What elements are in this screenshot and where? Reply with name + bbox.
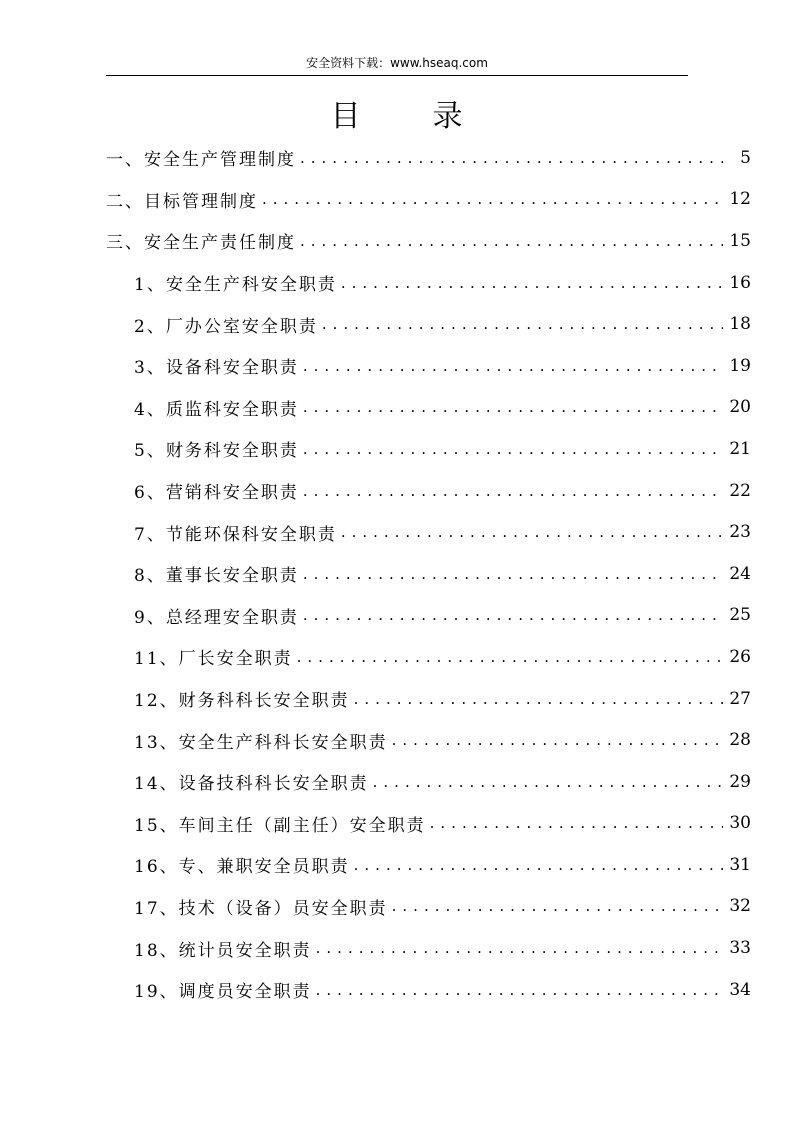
- page-header: [106, 56, 688, 76]
- toc-entry[interactable]: [106, 678, 751, 720]
- toc-entry[interactable]: [106, 595, 751, 637]
- toc-dot-leader: [341, 522, 723, 542]
- toc-dot-leader: [322, 314, 723, 334]
- toc-entry[interactable]: [106, 844, 751, 886]
- toc-entry[interactable]: [106, 428, 751, 470]
- toc-dot-leader: [392, 730, 723, 750]
- toc-entry-label: 17、技术（设备）员安全职责: [134, 898, 388, 919]
- toc-dot-leader: [354, 855, 723, 875]
- toc-entry-label: 9、总经理安全职责: [134, 607, 299, 628]
- toc-entry-label: 8、董事长安全职责: [134, 566, 299, 587]
- toc-entry-page-number: 18: [729, 314, 751, 335]
- toc-dot-leader: [303, 356, 723, 376]
- toc-entry-label: 5、财务科安全职责: [134, 441, 299, 462]
- toc-dot-leader: [300, 231, 723, 251]
- toc-entry[interactable]: [106, 220, 751, 262]
- toc-entry-page-number: 12: [729, 189, 751, 210]
- toc-entry[interactable]: [106, 137, 751, 179]
- toc-entry[interactable]: [106, 470, 751, 512]
- toc-entry-label: 18、统计员安全职责: [134, 940, 312, 961]
- page-title: [0, 97, 793, 137]
- title-char-1: 目: [330, 99, 361, 134]
- toc-dot-leader: [392, 896, 723, 916]
- toc-entry-page-number: 31: [729, 854, 751, 875]
- toc-entry-page-number: 19: [729, 355, 751, 376]
- toc-dot-leader: [303, 605, 723, 625]
- toc-entry[interactable]: [106, 387, 751, 429]
- toc-entry-page-number: 20: [729, 397, 751, 418]
- toc-entry-label: 16、专、兼职安全员职责: [134, 857, 350, 878]
- toc-entry[interactable]: [106, 262, 751, 304]
- header-text: 安全资料下载：www.hseaq.com: [306, 56, 488, 70]
- toc-dot-leader: [303, 564, 723, 584]
- toc-dot-leader: [303, 481, 723, 501]
- toc-entry-page-number: 15: [729, 230, 751, 251]
- toc-dot-leader: [316, 980, 723, 1000]
- toc-entry-page-number: 25: [729, 605, 751, 626]
- toc-entry[interactable]: [106, 927, 751, 969]
- toc-dot-leader: [262, 189, 723, 209]
- toc-entry-page-number: 22: [729, 480, 751, 501]
- toc-entry[interactable]: [106, 761, 751, 803]
- toc-entry-page-number: 24: [729, 563, 751, 584]
- toc-entry[interactable]: [106, 303, 751, 345]
- toc-dot-leader: [341, 273, 723, 293]
- toc-entry[interactable]: [106, 345, 751, 387]
- toc-entry-label: 11、厂长安全职责: [134, 649, 293, 670]
- toc-entry[interactable]: [106, 553, 751, 595]
- toc-entry-label: 12、财务科科长安全职责: [134, 691, 350, 712]
- table-of-contents: [106, 137, 751, 1010]
- toc-entry[interactable]: [106, 719, 751, 761]
- toc-entry[interactable]: [106, 803, 751, 845]
- toc-dot-leader: [354, 689, 723, 709]
- toc-entry-page-number: 28: [729, 730, 751, 751]
- toc-dot-leader: [297, 647, 723, 667]
- toc-entry-label: 14、设备技科科长安全职责: [134, 774, 369, 795]
- toc-entry-page-number: 5: [740, 147, 751, 168]
- toc-entry-label: 6、营销科安全职责: [134, 483, 299, 504]
- toc-entry-label: 7、节能环保科安全职责: [134, 524, 337, 545]
- toc-entry[interactable]: [106, 969, 751, 1011]
- toc-dot-leader: [373, 772, 723, 792]
- toc-entry-label: 二、目标管理制度: [106, 191, 258, 212]
- toc-entry[interactable]: [106, 636, 751, 678]
- toc-entry-label: 15、车间主任（副主任）安全职责: [134, 815, 426, 836]
- toc-dot-leader: [430, 813, 723, 833]
- toc-dot-leader: [316, 938, 723, 958]
- toc-entry[interactable]: [106, 179, 751, 221]
- toc-entry-page-number: 27: [729, 688, 751, 709]
- toc-entry-label: 2、厂办公室安全职责: [134, 316, 318, 337]
- toc-entry-page-number: 34: [729, 979, 751, 1000]
- toc-entry-page-number: 21: [729, 438, 751, 459]
- toc-entry-label: 三、安全生产责任制度: [106, 233, 296, 254]
- toc-entry-page-number: 33: [729, 938, 751, 959]
- toc-entry-label: 4、质监科安全职责: [134, 399, 299, 420]
- toc-entry-label: 一、安全生产管理制度: [106, 150, 296, 171]
- toc-entry[interactable]: [106, 511, 751, 553]
- toc-dot-leader: [300, 148, 723, 168]
- toc-entry-page-number: 32: [729, 896, 751, 917]
- toc-entry-page-number: 30: [729, 813, 751, 834]
- toc-entry-page-number: 23: [729, 522, 751, 543]
- toc-entry-label: 19、调度员安全职责: [134, 982, 312, 1003]
- toc-entry-label: 3、设备科安全职责: [134, 358, 299, 379]
- toc-dot-leader: [303, 397, 723, 417]
- toc-entry-page-number: 29: [729, 771, 751, 792]
- toc-entry-page-number: 16: [729, 272, 751, 293]
- toc-dot-leader: [303, 439, 723, 459]
- toc-entry-page-number: 26: [729, 646, 751, 667]
- title-char-2: 录: [432, 99, 463, 134]
- toc-entry-label: 1、安全生产科安全职责: [134, 275, 337, 296]
- toc-entry-label: 13、安全生产科科长安全职责: [134, 732, 388, 753]
- toc-entry[interactable]: [106, 886, 751, 928]
